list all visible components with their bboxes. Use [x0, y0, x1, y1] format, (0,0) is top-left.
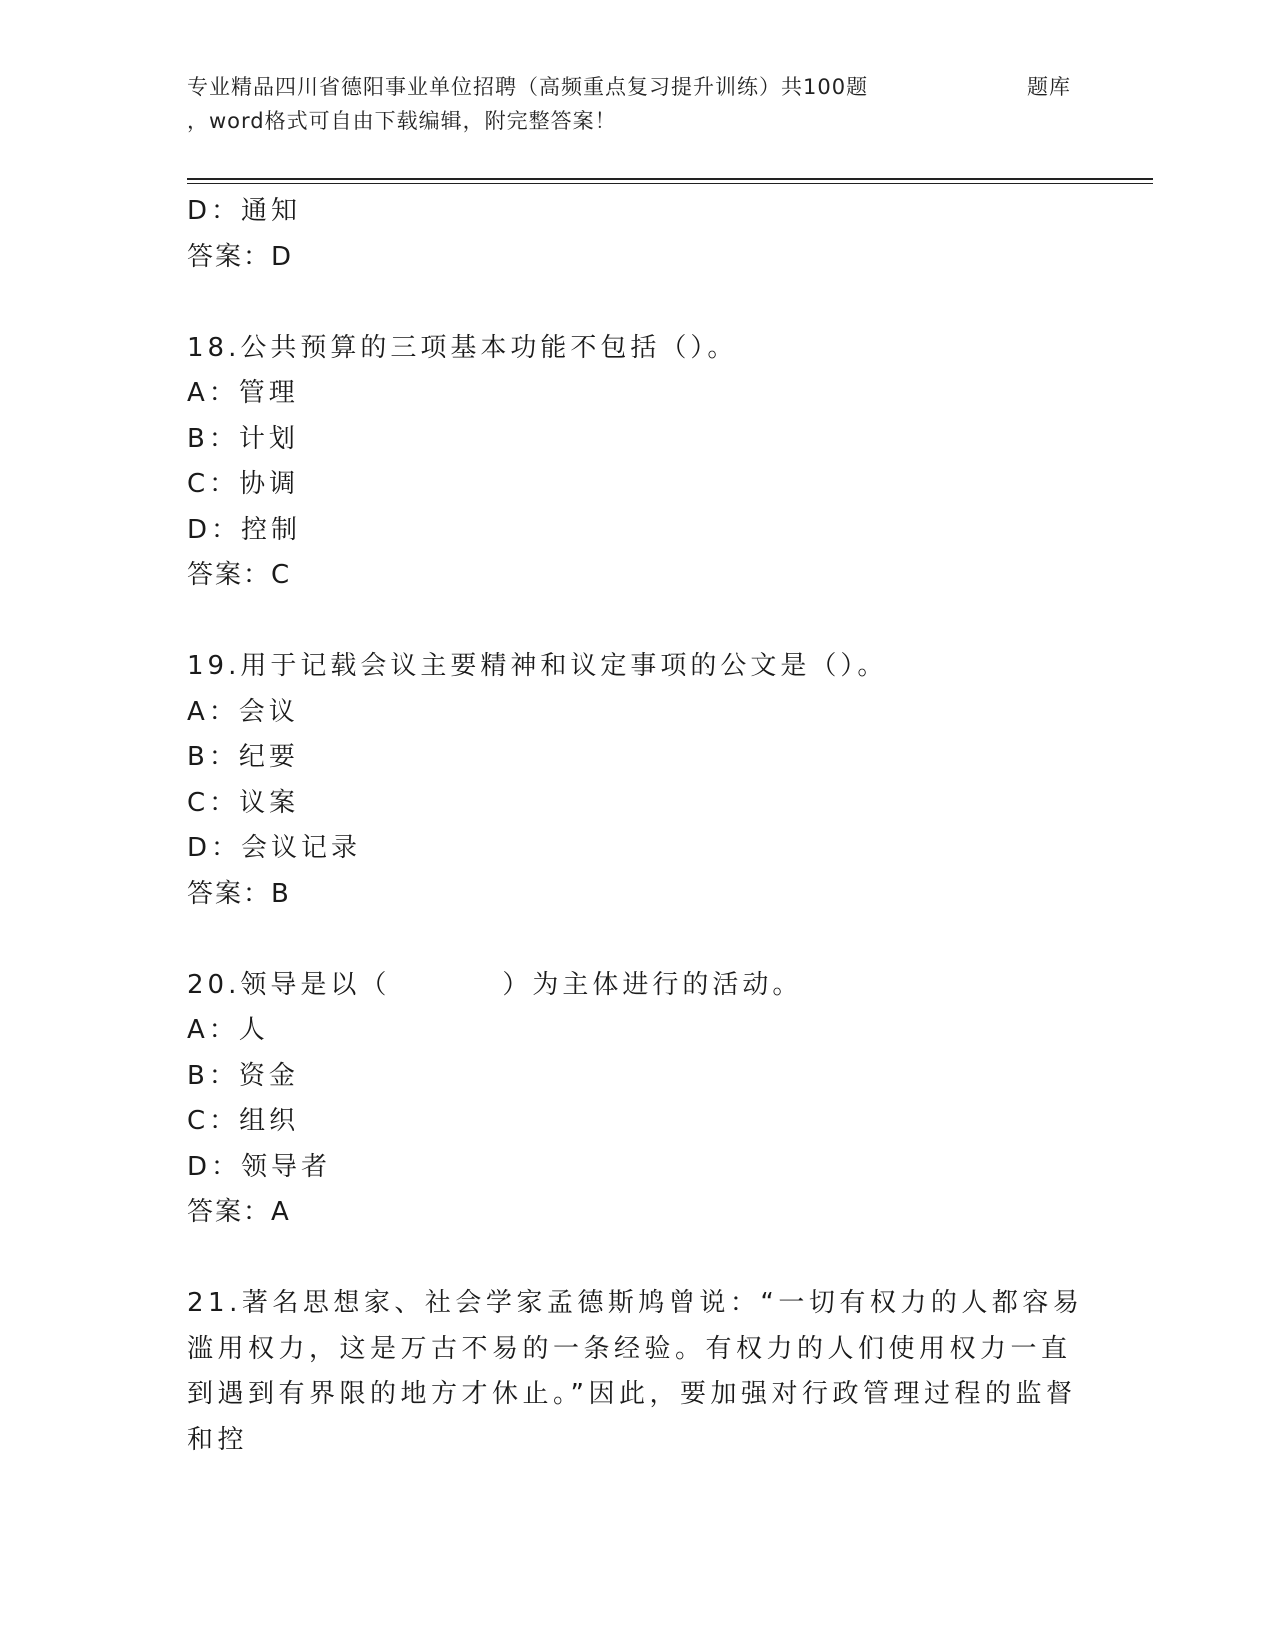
header-rule-thick [187, 178, 1153, 180]
option-a: A：会议 [187, 696, 299, 727]
header-title: 专业精品四川省德阳事业单位招聘（高频重点复习提升训练）共100题 [187, 75, 869, 99]
question-stem-part-1: 领导是以（ [240, 969, 391, 1000]
question-21 [187, 1281, 1087, 1463]
header-tag: 题库 [1027, 75, 1071, 99]
question-text [187, 326, 1087, 372]
option-d: D：通知 [187, 196, 302, 226]
page-header [187, 70, 1147, 138]
question-text [187, 644, 1087, 690]
header-rule-thin [187, 183, 1153, 184]
question-number: 20. [187, 969, 241, 1000]
spacer [187, 280, 1087, 326]
option-d: D：控制 [187, 514, 302, 545]
question-stem: 公共预算的三项基本功能不包括（）。 [240, 332, 738, 363]
header-subtitle: ，word格式可自由下载编辑，附完整答案！ [187, 109, 617, 133]
spacer [187, 599, 1087, 645]
question-stem: 著名思想家、社会学家孟德斯鸠曾说：“一切有权力的人都容易滥用权力，这是万古不易的一条经验。有权力的人们使用权力一直到遇到有界限的地方才休止。”因此，要加强对行政管理过程的监督和控 [187, 1288, 1084, 1455]
option-c: C：组织 [187, 1106, 300, 1136]
question-17-tail [187, 189, 1087, 280]
option-c: C：议案 [187, 787, 300, 818]
question-stem-part-2: ）为主体进行的活动。 [502, 969, 803, 1000]
question-stem: 用于记载会议主要精神和议定事项的公文是（）。 [240, 651, 888, 681]
option-d: D：领导者 [187, 1151, 332, 1182]
option-b: B：计划 [187, 423, 299, 454]
answer-line: 答案：C [187, 560, 292, 590]
answer-line: 答案：D [187, 241, 294, 272]
question-text [187, 1281, 1087, 1463]
answer-line: 答案：A [187, 1197, 291, 1227]
option-a: A：管理 [187, 378, 299, 408]
option-a: A：人 [187, 1015, 269, 1045]
option-c: C：协调 [187, 469, 300, 499]
spacer [187, 917, 1087, 963]
option-b: B：资金 [187, 1060, 299, 1091]
question-19 [187, 644, 1087, 917]
spacer [187, 1236, 1087, 1282]
question-list [187, 189, 1087, 1463]
option-b: B：纪要 [187, 742, 299, 772]
header-line-1 [187, 70, 1147, 104]
question-number: 21. [187, 1288, 242, 1318]
question-number: 19. [187, 651, 241, 681]
option-d: D：会议记录 [187, 833, 362, 863]
question-18 [187, 326, 1087, 599]
question-number: 18. [187, 332, 241, 363]
question-20 [187, 963, 1087, 1236]
answer-line: 答案：B [187, 878, 291, 909]
question-text [187, 963, 1087, 1009]
